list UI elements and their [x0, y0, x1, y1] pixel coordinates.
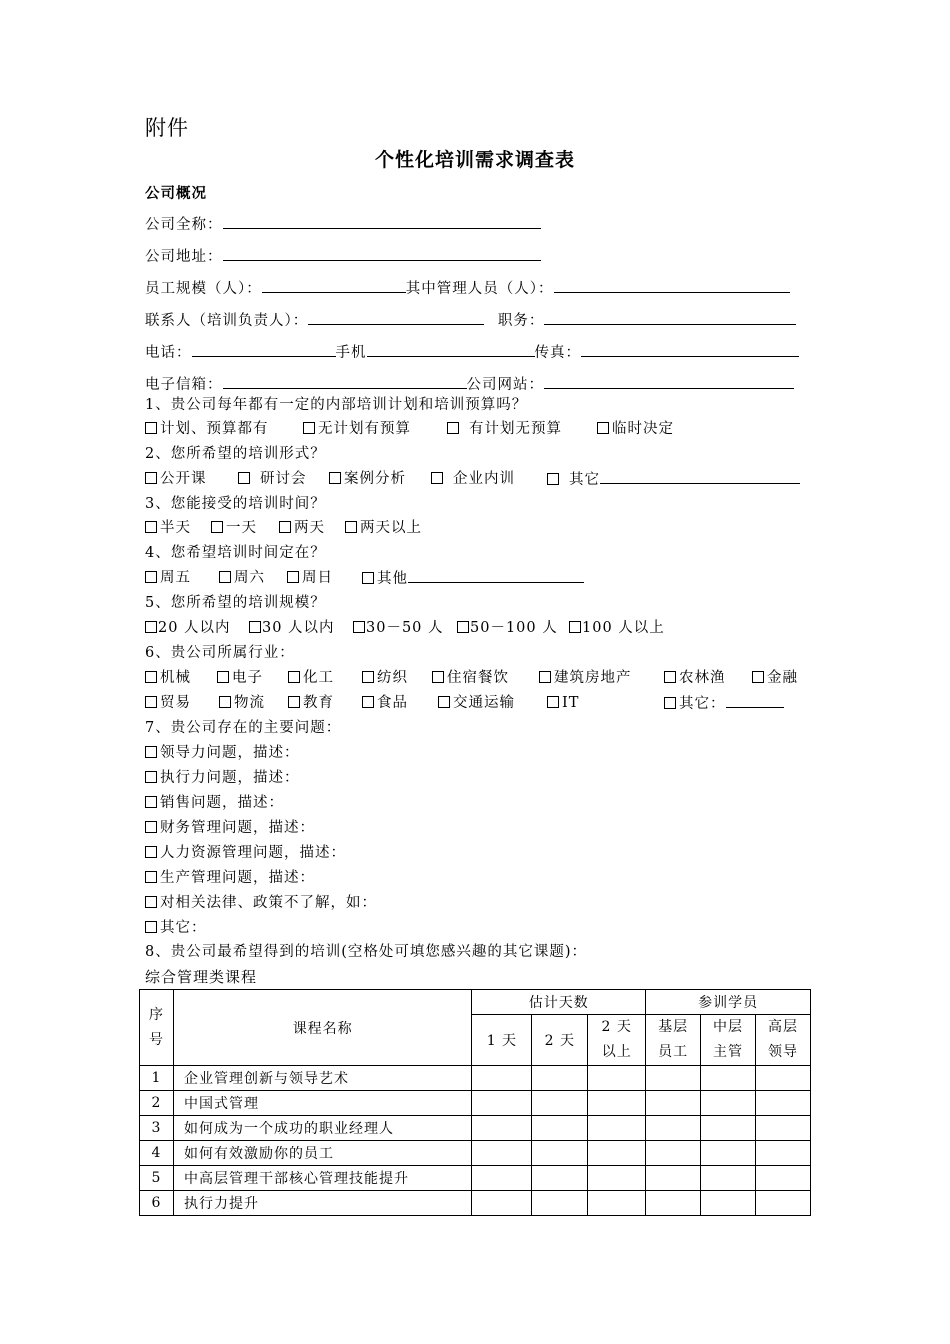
- row-number: 6: [140, 1191, 174, 1216]
- table-row: [140, 1191, 811, 1216]
- q6-other-field[interactable]: [726, 693, 784, 708]
- checkbox[interactable]: [664, 697, 676, 709]
- checkbox[interactable]: [211, 521, 223, 533]
- q5-option-3[interactable]: 30－50 人: [353, 618, 444, 638]
- selection-cell[interactable]: [701, 1191, 756, 1216]
- selection-cell[interactable]: [532, 1091, 588, 1116]
- q5-option-5[interactable]: 100 人以上: [569, 618, 665, 638]
- q3-option-1[interactable]: 半天: [145, 518, 191, 538]
- checkbox[interactable]: [145, 771, 157, 783]
- checkbox[interactable]: [362, 696, 374, 708]
- checkbox[interactable]: [432, 671, 444, 683]
- selection-cell[interactable]: [701, 1091, 756, 1116]
- course-name: 中高层管理干部核心管理技能提升: [173, 1166, 471, 1191]
- q4-option-1[interactable]: 周五: [145, 568, 191, 588]
- selection-cell[interactable]: [701, 1141, 756, 1166]
- selection-cell[interactable]: [756, 1091, 811, 1116]
- table-row: [140, 1091, 811, 1116]
- q2-option-3[interactable]: 案例分析: [329, 469, 406, 489]
- course-name: 中国式管理: [173, 1091, 471, 1116]
- company-name-field[interactable]: [223, 214, 541, 229]
- checkbox[interactable]: [238, 472, 250, 484]
- company-address-field[interactable]: [223, 246, 541, 261]
- checkbox[interactable]: [752, 671, 764, 683]
- selection-cell[interactable]: [532, 1191, 588, 1216]
- checkbox[interactable]: [329, 472, 341, 484]
- checkbox[interactable]: [664, 671, 676, 683]
- header-day-2: 2 天: [532, 1015, 588, 1066]
- q2-text: 2、您所希望的培训形式？: [145, 446, 326, 462]
- q7-item-2[interactable]: 执行力问题，描述：: [145, 768, 300, 788]
- email-field[interactable]: [223, 374, 467, 389]
- header-course-name: 课程名称: [173, 990, 471, 1066]
- q6-option-3[interactable]: 化工: [288, 668, 334, 688]
- checkbox[interactable]: [547, 473, 559, 485]
- checkbox[interactable]: [145, 846, 157, 858]
- checkbox[interactable]: [145, 696, 157, 708]
- fax-label: 传真：: [534, 345, 581, 361]
- header-senior-leader: 高层 领导: [756, 1015, 811, 1066]
- email-label: 电子信箱：: [145, 377, 223, 393]
- checkbox[interactable]: [547, 696, 559, 708]
- checkbox[interactable]: [145, 621, 157, 633]
- selection-cell[interactable]: [472, 1116, 532, 1141]
- selection-cell[interactable]: [701, 1066, 756, 1091]
- checkbox[interactable]: [362, 671, 374, 683]
- checkbox[interactable]: [145, 871, 157, 883]
- q6-option-9[interactable]: 贸易: [145, 693, 191, 713]
- selection-cell[interactable]: [588, 1166, 646, 1191]
- q6-option-6[interactable]: 建筑房地产: [539, 668, 632, 688]
- checkbox[interactable]: [145, 472, 157, 484]
- checkbox[interactable]: [219, 696, 231, 708]
- row-number: 5: [140, 1166, 174, 1191]
- q5-text: 5、您所希望的培训规模？: [145, 595, 326, 611]
- checkbox[interactable]: [145, 422, 157, 434]
- q4-option-3[interactable]: 周日: [287, 568, 333, 588]
- course-name: 如何成为一个成功的职业经理人: [173, 1116, 471, 1141]
- checkbox[interactable]: [145, 896, 157, 908]
- q1-option-4[interactable]: 临时决定: [597, 419, 674, 439]
- managers-label: 其中管理人员（人）：: [405, 281, 554, 297]
- checkbox[interactable]: [362, 572, 374, 584]
- checkbox[interactable]: [539, 671, 551, 683]
- phone-row: [145, 342, 799, 363]
- selection-cell[interactable]: [756, 1166, 811, 1191]
- row-number: 3: [140, 1116, 174, 1141]
- q6-option-13[interactable]: 交通运输: [438, 693, 515, 713]
- checkbox[interactable]: [345, 521, 357, 533]
- selection-cell[interactable]: [588, 1066, 646, 1091]
- selection-cell[interactable]: [472, 1141, 532, 1166]
- q8-text: 8、贵公司最希望得到的培训(空格处可填您感兴趣的其它课题)：: [145, 944, 588, 960]
- table-row: [140, 1116, 811, 1141]
- q7-text: 7、贵公司存在的主要问题：: [145, 720, 342, 736]
- company-address-row: [145, 246, 541, 267]
- checkbox[interactable]: [447, 422, 459, 434]
- q2-option-1[interactable]: 公开课: [145, 469, 207, 489]
- q4-option-4[interactable]: 其他: [362, 568, 584, 589]
- q2-option-2[interactable]: 研讨会: [238, 469, 307, 489]
- checkbox[interactable]: [303, 422, 315, 434]
- row-number: 1: [140, 1066, 174, 1091]
- selection-cell[interactable]: [472, 1191, 532, 1216]
- checkbox[interactable]: [217, 671, 229, 683]
- header-middle-manager: 中层 主管: [701, 1015, 756, 1066]
- q7-item-4[interactable]: 财务管理问题，描述：: [145, 818, 315, 838]
- header-junior-staff: 基层 员工: [646, 1015, 701, 1066]
- q4-text: 4、您希望培训时间定在？: [145, 545, 326, 561]
- q7-item-6[interactable]: 生产管理问题，描述：: [145, 868, 315, 888]
- header-day-2plus: 2 天 以上: [588, 1015, 646, 1066]
- table-row: [140, 1141, 811, 1166]
- selection-cell[interactable]: [532, 1166, 588, 1191]
- selection-cell[interactable]: [532, 1116, 588, 1141]
- selection-cell[interactable]: [646, 1116, 701, 1141]
- q3-option-2[interactable]: 一天: [211, 518, 257, 538]
- q4-other-field[interactable]: [408, 568, 584, 583]
- course-category: 综合管理类课程: [145, 968, 258, 986]
- selection-cell[interactable]: [756, 1066, 811, 1091]
- q6-option-10[interactable]: 物流: [219, 693, 265, 713]
- q1-text: 1、贵公司每年都有一定的内部培训计划和培训预算吗？: [145, 397, 528, 413]
- selection-cell[interactable]: [646, 1066, 701, 1091]
- q6-option-14[interactable]: IT: [547, 693, 579, 713]
- q5-option-2[interactable]: 30 人以内: [249, 618, 335, 638]
- phone-label: 电话：: [145, 345, 192, 361]
- table-row: [140, 1166, 811, 1191]
- website-label: 公司网站：: [466, 377, 544, 393]
- q6-option-8[interactable]: 金融: [752, 668, 798, 688]
- mobile-field[interactable]: [367, 342, 535, 357]
- fax-field[interactable]: [581, 342, 799, 357]
- company-name-row: [145, 214, 541, 235]
- selection-cell[interactable]: [701, 1166, 756, 1191]
- contact-label: 联系人（培训负责人）：: [145, 313, 309, 329]
- q3-option-3[interactable]: 两天: [279, 518, 325, 538]
- mobile-label: 手机: [335, 345, 367, 361]
- selection-cell[interactable]: [701, 1116, 756, 1141]
- q1-option-1[interactable]: 计划、预算都有: [145, 419, 269, 439]
- q7-item-8[interactable]: 其它：: [145, 918, 207, 938]
- contact-row: [145, 310, 796, 331]
- checkbox[interactable]: [145, 796, 157, 808]
- q3-option-4[interactable]: 两天以上: [345, 518, 422, 538]
- selection-cell[interactable]: [756, 1191, 811, 1216]
- contact-field[interactable]: [308, 310, 484, 325]
- checkbox[interactable]: [145, 921, 157, 933]
- company-address-label: 公司地址：: [145, 249, 223, 265]
- q6-option-1[interactable]: 机械: [145, 668, 191, 688]
- checkbox[interactable]: [145, 671, 157, 683]
- q6-option-11[interactable]: 教育: [288, 693, 334, 713]
- course-name: 执行力提升: [173, 1191, 471, 1216]
- course-name: 如何有效激励你的员工: [173, 1141, 471, 1166]
- q2-option-5[interactable]: 其它: [547, 469, 800, 490]
- staff-size-row: [145, 278, 790, 299]
- checkbox[interactable]: [288, 696, 300, 708]
- checkbox[interactable]: [145, 746, 157, 758]
- checkbox[interactable]: [457, 621, 469, 633]
- appendix-label: 附件: [145, 116, 189, 140]
- checkbox[interactable]: [145, 521, 157, 533]
- website-field[interactable]: [544, 374, 794, 389]
- checkbox[interactable]: [219, 571, 231, 583]
- section-heading: 公司概况: [145, 185, 207, 202]
- selection-cell[interactable]: [588, 1116, 646, 1141]
- q5-option-4[interactable]: 50－100 人: [457, 618, 558, 638]
- q6-text: 6、贵公司所属行业：: [145, 645, 295, 661]
- q6-option-15[interactable]: 其它：: [664, 693, 784, 714]
- q7-item-7[interactable]: 对相关法律、政策不了解，如：: [145, 893, 377, 913]
- q2-option-4[interactable]: 企业内训: [431, 469, 515, 489]
- checkbox[interactable]: [279, 521, 291, 533]
- selection-cell[interactable]: [756, 1141, 811, 1166]
- row-number: 2: [140, 1091, 174, 1116]
- selection-cell[interactable]: [532, 1141, 588, 1166]
- checkbox[interactable]: [438, 696, 450, 708]
- selection-cell[interactable]: [646, 1141, 701, 1166]
- checkbox[interactable]: [249, 621, 261, 633]
- q6-option-5[interactable]: 住宿餐饮: [432, 668, 509, 688]
- selection-cell[interactable]: [532, 1066, 588, 1091]
- row-number: 4: [140, 1141, 174, 1166]
- q5-option-1[interactable]: 20 人以内: [145, 618, 231, 638]
- managers-field[interactable]: [554, 278, 790, 293]
- selection-cell[interactable]: [588, 1191, 646, 1216]
- selection-cell[interactable]: [646, 1166, 701, 1191]
- q6-option-4[interactable]: 纺织: [362, 668, 408, 688]
- phone-field[interactable]: [192, 342, 336, 357]
- checkbox[interactable]: [287, 571, 299, 583]
- header-trainees: 参训学员: [646, 990, 811, 1015]
- email-row: [145, 374, 794, 395]
- header-seq: 序 号: [140, 990, 174, 1066]
- position-label: 职务：: [497, 313, 545, 329]
- checkbox[interactable]: [569, 621, 581, 633]
- course-table: [139, 989, 811, 1216]
- course-name: 企业管理创新与领导艺术: [173, 1066, 471, 1091]
- checkbox[interactable]: [145, 821, 157, 833]
- checkbox[interactable]: [353, 621, 365, 633]
- selection-cell[interactable]: [588, 1091, 646, 1116]
- selection-cell[interactable]: [472, 1091, 532, 1116]
- checkbox[interactable]: [288, 671, 300, 683]
- table-row: [140, 1066, 811, 1091]
- q1-option-3[interactable]: 有计划无预算: [447, 419, 562, 439]
- staff-size-field[interactable]: [262, 278, 406, 293]
- q7-item-5[interactable]: 人力资源管理问题，描述：: [145, 843, 346, 863]
- selection-cell[interactable]: [646, 1091, 701, 1116]
- checkbox[interactable]: [431, 472, 443, 484]
- q3-text: 3、您能接受的培训时间？: [145, 496, 326, 512]
- checkbox[interactable]: [145, 571, 157, 583]
- q1-option-2[interactable]: 无计划有预算: [303, 419, 411, 439]
- q6-option-2[interactable]: 电子: [217, 668, 263, 688]
- selection-cell[interactable]: [646, 1191, 701, 1216]
- q4-option-2[interactable]: 周六: [219, 568, 265, 588]
- q6-option-7[interactable]: 农林渔: [664, 668, 726, 688]
- company-name-label: 公司全称：: [145, 217, 223, 233]
- q2-other-field[interactable]: [600, 469, 800, 484]
- q7-item-1[interactable]: 领导力问题，描述：: [145, 743, 300, 763]
- header-day-1: 1 天: [472, 1015, 532, 1066]
- header-est-days: 估计天数: [472, 990, 646, 1015]
- staff-size-label: 员工规模（人）：: [145, 281, 262, 297]
- q6-option-12[interactable]: 食品: [362, 693, 408, 713]
- selection-cell[interactable]: [756, 1116, 811, 1141]
- position-field[interactable]: [544, 310, 796, 325]
- selection-cell[interactable]: [588, 1141, 646, 1166]
- checkbox[interactable]: [597, 422, 609, 434]
- q7-item-3[interactable]: 销售问题，描述：: [145, 793, 284, 813]
- selection-cell[interactable]: [472, 1166, 532, 1191]
- selection-cell[interactable]: [472, 1066, 532, 1091]
- page-title: 个性化培训需求调查表: [374, 149, 575, 171]
